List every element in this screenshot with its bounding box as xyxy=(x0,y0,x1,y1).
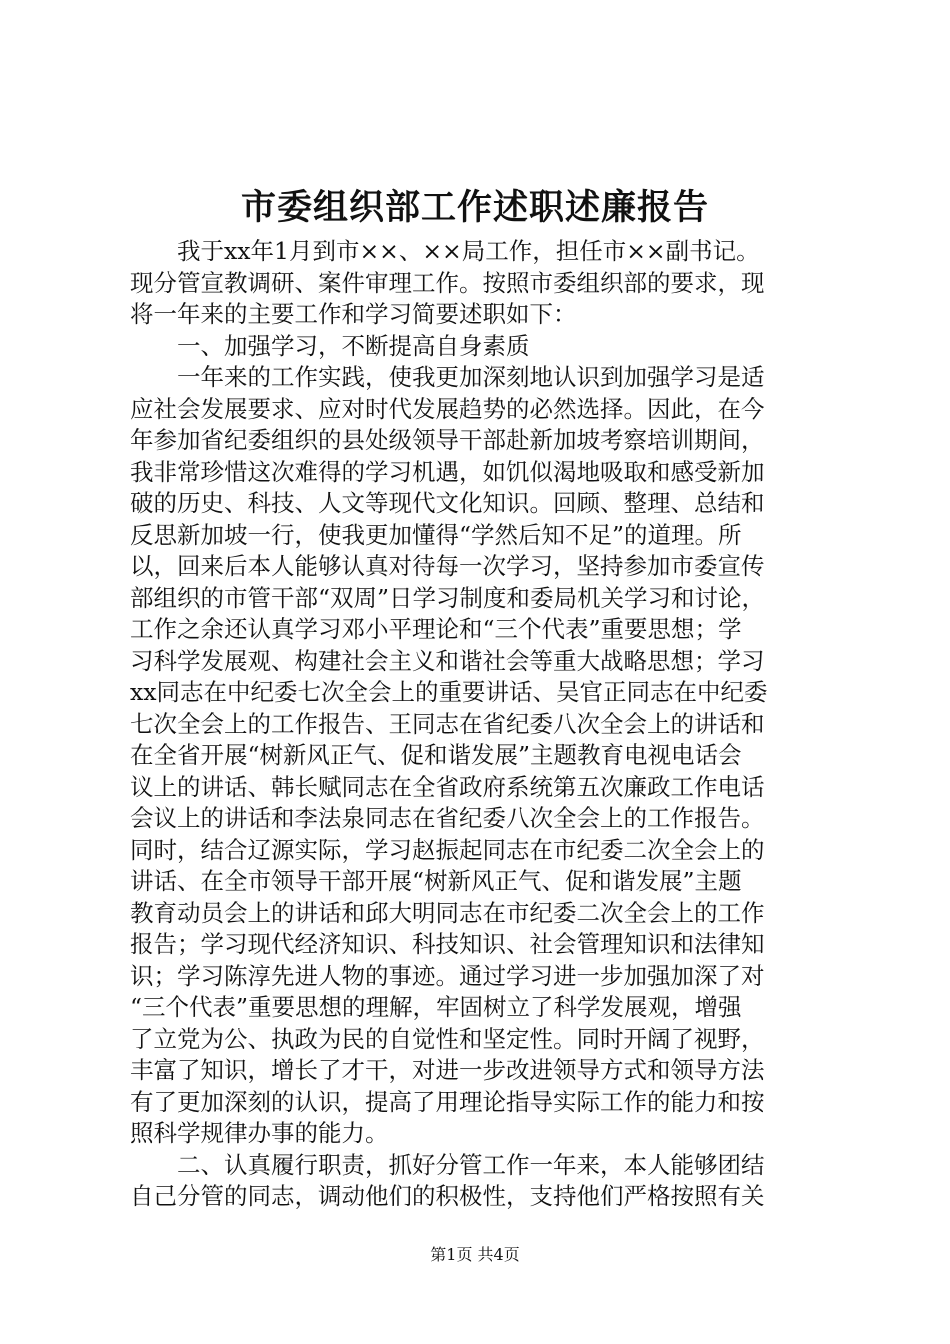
body-line: 一年来的工作实践，使我更加深刻地认识到加强学习是适 xyxy=(130,363,765,391)
body-line: 一、加强学习，不断提高自身素质 xyxy=(130,331,530,360)
body-line: 了立党为公、执政为民的自觉性和坚定性。同时开阔了视野， xyxy=(130,1024,765,1053)
body-line: 讲话、在全市领导干部开展“树新风正气、促和谐发展”主题 xyxy=(130,867,742,895)
body-line: 现分管宣教调研、案件审理工作。按照市委组织部的要求，现 xyxy=(130,268,765,297)
body-line: 反思新加坡一行，使我更加懂得“学然后知不足”的道理。所 xyxy=(130,520,742,549)
body-line: 七次全会上的工作报告、王同志在省纪委八次全会上的讲话和 xyxy=(130,709,765,738)
body-line: xx同志在中纪委七次全会上的重要讲话、吴官正同志在中纪委 xyxy=(130,678,768,706)
body-line: 年参加省纪委组织的县处级领导干部赴新加坡考察培训期间， xyxy=(130,426,765,454)
body-line: 照科学规律办事的能力。 xyxy=(130,1119,389,1147)
body-line: 在全省开展“树新风正气、促和谐发展”主题教育电视电话会 xyxy=(130,741,742,769)
body-line: 将一年来的主要工作和学习简要述职如下： xyxy=(130,300,577,328)
page-footer: 第1页 共4页 xyxy=(430,1245,520,1264)
body-line: 工作之余还认真学习邓小平理论和“三个代表”重要思想；学 xyxy=(130,615,742,643)
body-line: 丰富了知识，增长了才干，对进一步改进领导方式和领导方法 xyxy=(130,1056,765,1084)
body-line: 会议上的讲话和李法泉同志在省纪委八次全会上的工作报告。 xyxy=(130,804,765,832)
document-body xyxy=(130,236,830,1213)
body-line: 教育动员会上的讲话和邱大明同志在市纪委二次全会上的工作 xyxy=(130,898,765,927)
body-line: 识；学习陈淳先进人物的事迹。通过学习进一步加强加深了对 xyxy=(130,961,765,990)
body-line: 有了更加深刻的认识，提高了用理论指导实际工作的能力和按 xyxy=(130,1087,765,1116)
body-line: 应社会发展要求、应对时代发展趋势的必然选择。因此，在今 xyxy=(130,394,765,423)
body-line: 破的历史、科技、人文等现代文化知识。回顾、整理、总结和 xyxy=(130,489,765,517)
body-line: 议上的讲话、韩长赋同志在全省政府系统第五次廉政工作电话 xyxy=(130,772,765,801)
body-line: 我非常珍惜这次难得的学习机遇，如饥似渴地吸取和感受新加 xyxy=(130,457,765,486)
body-line: 同时，结合辽源实际，学习赵振起同志在市纪委二次全会上的 xyxy=(130,835,765,864)
body-line: 习科学发展观、构建社会主义和谐社会等重大战略思想；学习 xyxy=(130,646,765,675)
body-line: 我于xx年1月到市××、××局工作，担任市××副书记。 xyxy=(130,237,760,265)
body-line: 自己分管的同志，调动他们的积极性，支持他们严格按照有关 xyxy=(130,1182,765,1210)
body-line: “三个代表”重要思想的理解，牢固树立了科学发展观，增强 xyxy=(130,993,742,1021)
body-line: 部组织的市管干部“双周”日学习制度和委局机关学习和讨论， xyxy=(130,583,766,612)
body-line: 二、认真履行职责，抓好分管工作一年来，本人能够团结 xyxy=(130,1150,765,1179)
body-line: 以，回来后本人能够认真对待每一次学习，坚持参加市委宣传 xyxy=(130,552,765,580)
document-title: 市委组织部工作述职述廉报告 xyxy=(240,187,709,228)
body-line: 报告；学习现代经济知识、科技知识、社会管理知识和法律知 xyxy=(130,930,765,958)
